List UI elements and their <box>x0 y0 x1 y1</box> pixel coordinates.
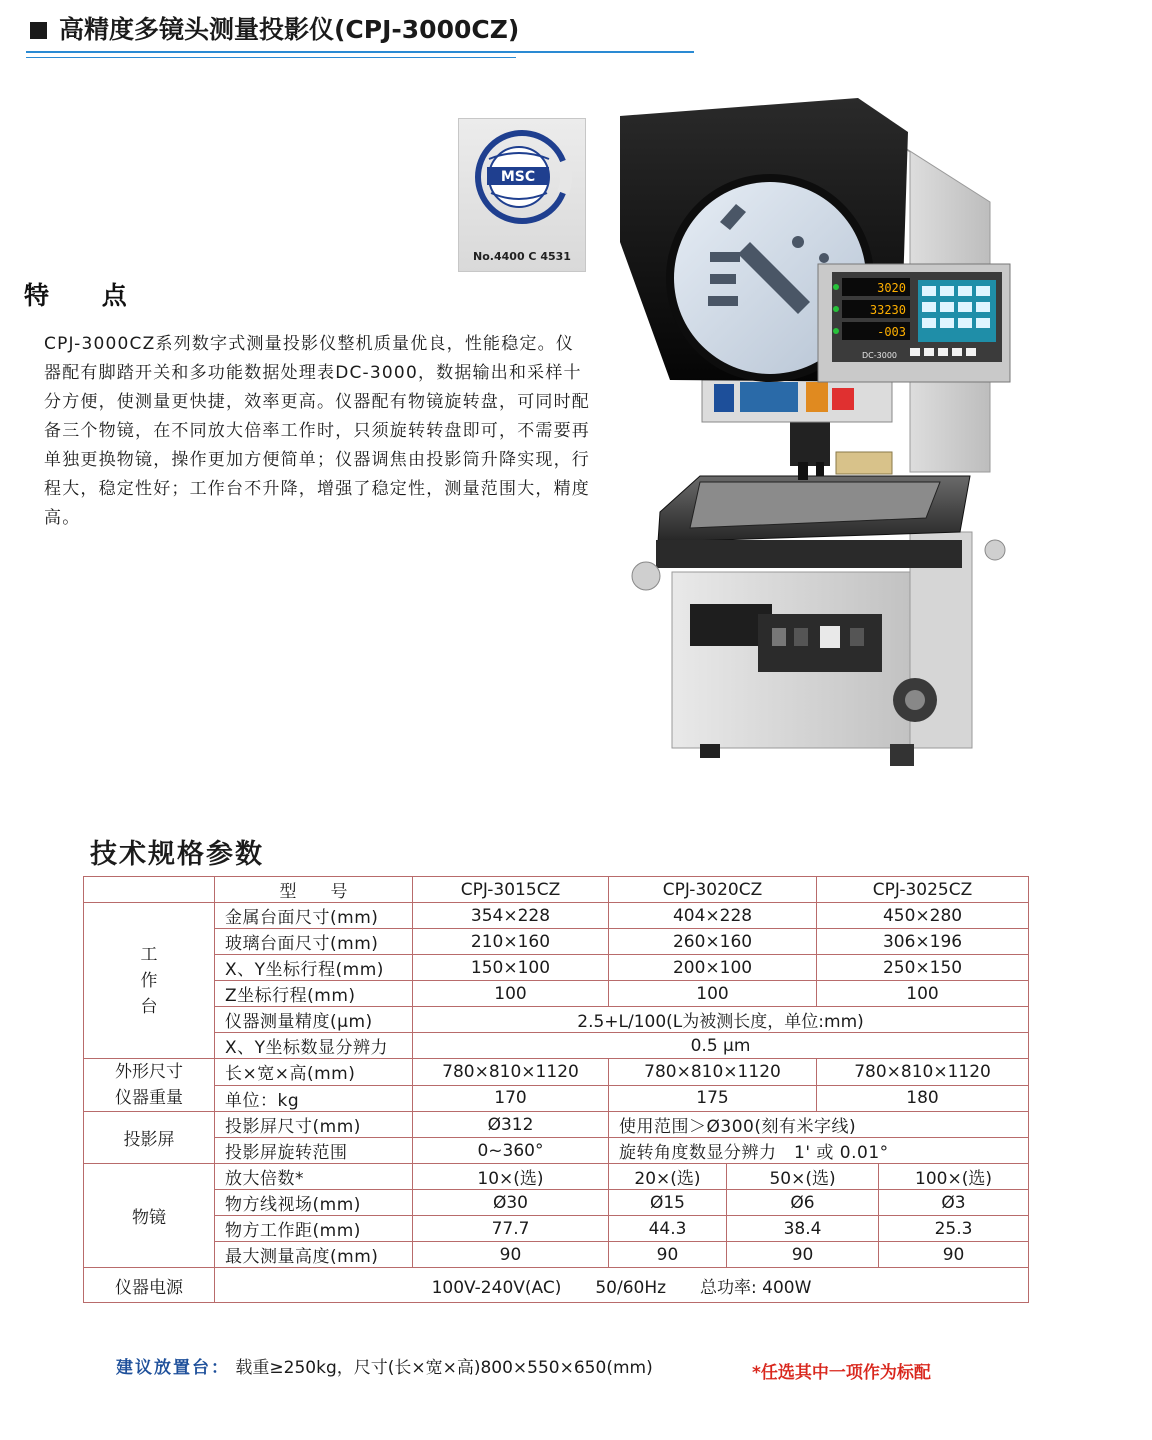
recommended-stand-text: 载重≥250kg，尺寸(长×宽×高)800×550×650(mm) <box>235 1358 653 1378</box>
table-row <box>84 1059 1029 1086</box>
table-cell: 44.3 <box>609 1216 727 1242</box>
power-value: 100V-240V(AC) 50/60Hz 总功率: 400W <box>215 1268 1029 1303</box>
table-cell: 354×228 <box>413 903 609 929</box>
metal-table-label: 金属台面尺寸(mm) <box>215 903 413 929</box>
table-cell: 780×810×1120 <box>609 1059 817 1086</box>
table-row <box>84 1268 1029 1303</box>
table-cell: Ø15 <box>609 1190 727 1216</box>
table-cell: Ø3 <box>879 1190 1029 1216</box>
table-cell: 780×810×1120 <box>413 1059 609 1086</box>
field-of-view-label: 物方线视场(mm) <box>215 1190 413 1216</box>
table-cell: 90 <box>609 1242 727 1268</box>
table-row <box>84 1138 1029 1164</box>
spec-heading: 技术规格参数 <box>90 839 264 870</box>
table-cell <box>84 877 215 903</box>
table-cell: 175 <box>609 1085 817 1112</box>
table-row <box>84 1007 1029 1033</box>
table-cell: 38.4 <box>727 1216 879 1242</box>
features-heading: 特 点 <box>24 281 149 310</box>
table-cell: Ø30 <box>413 1190 609 1216</box>
table-row <box>84 929 1029 955</box>
max-height-label: 最大测量高度(mm) <box>215 1242 413 1268</box>
table-row <box>84 903 1029 929</box>
screen-rotation-label: 投影屏旋转范围 <box>215 1138 413 1164</box>
table-row <box>84 1164 1029 1190</box>
screen-size-value: Ø312 <box>413 1112 609 1138</box>
dimension-label: 长×宽×高(mm) <box>215 1059 413 1086</box>
lens-group-label: 物镜 <box>84 1164 215 1268</box>
z-travel-label: Z坐标行程(mm) <box>215 981 413 1007</box>
certification-logo <box>458 118 586 272</box>
projector-machine-image <box>610 92 1030 792</box>
table-cell: 150×100 <box>413 955 609 981</box>
screen-rotation-value: 0~360° <box>413 1138 609 1164</box>
screen-group-label: 投影屏 <box>84 1112 215 1164</box>
xy-travel-label: X、Y坐标行程(mm) <box>215 955 413 981</box>
table-row <box>84 1216 1029 1242</box>
table-cell: 210×160 <box>413 929 609 955</box>
model-3: CPJ-3025CZ <box>817 877 1029 903</box>
accuracy-value: 2.5+L/100(L为被测长度，单位:mm) <box>413 1007 1029 1033</box>
worktable-group-label: 工 作 台 <box>84 903 215 1059</box>
table-cell: 306×196 <box>817 929 1029 955</box>
table-cell: 450×280 <box>817 903 1029 929</box>
spec-table <box>83 876 1029 1303</box>
table-cell: 200×100 <box>609 955 817 981</box>
accuracy-label: 仪器测量精度(μm) <box>215 1007 413 1033</box>
readout-z: -003 <box>877 325 906 339</box>
table-row <box>84 1190 1029 1216</box>
display-model-label: DC-3000 <box>862 351 897 360</box>
power-group-label: 仪器电源 <box>84 1268 215 1303</box>
msc-seal-icon <box>467 127 577 237</box>
square-bullet-icon <box>30 22 47 39</box>
screen-size-label: 投影屏尺寸(mm) <box>215 1112 413 1138</box>
table-cell: 50×(选) <box>727 1164 879 1190</box>
readout-y: 33230 <box>869 303 906 317</box>
weight-label: 单位：kg <box>215 1085 413 1112</box>
table-row <box>84 955 1029 981</box>
model-1: CPJ-3015CZ <box>413 877 609 903</box>
table-cell: 260×160 <box>609 929 817 955</box>
resolution-label: X、Y坐标数显分辨力 <box>215 1033 413 1059</box>
table-row <box>84 877 1029 903</box>
title-underline <box>26 51 694 53</box>
table-row <box>84 1242 1029 1268</box>
table-cell: 10×(选) <box>413 1164 609 1190</box>
table-cell: 25.3 <box>879 1216 1029 1242</box>
logo-letters: MSC <box>500 169 536 185</box>
table-cell: Ø6 <box>727 1190 879 1216</box>
table-row <box>84 981 1029 1007</box>
rotation-resolution-text: 旋转角度数显分辨力 1' 或 0.01° <box>609 1138 1029 1164</box>
table-cell: 170 <box>413 1085 609 1112</box>
table-row <box>84 1112 1029 1138</box>
table-cell: 90 <box>413 1242 609 1268</box>
table-cell: 780×810×1120 <box>817 1059 1029 1086</box>
magnification-label: 放大倍数* <box>215 1164 413 1190</box>
page-title <box>30 10 519 50</box>
table-cell: 250×150 <box>817 955 1029 981</box>
recommended-stand <box>116 1353 653 1378</box>
working-distance-label: 物方工作距(mm) <box>215 1216 413 1242</box>
model-2: CPJ-3020CZ <box>609 877 817 903</box>
table-cell: 100 <box>609 981 817 1007</box>
table-row <box>84 1085 1029 1112</box>
resolution-value: 0.5 μm <box>413 1033 1029 1059</box>
features-text: CPJ-3000CZ系列数字式测量投影仪整机质量优良，性能稳定。仪器配有脚踏开关和多功能数据处理表DC-3000，数据输出和采样十分方便，使测量更快捷，效率更高。仪器配有物镜旋转盘，可同时配备三个物镜，在不同放大倍率工作时，只须旋转转盘即可，不需要再单独更换物镜，操作更加方便简单；仪器调焦由投影筒升降实现，行程大，稳定性好；工作台不升降，增强了稳定性，测量范围大，精度高。 <box>44 334 590 528</box>
glass-table-label: 玻璃台面尺寸(mm) <box>215 929 413 955</box>
table-row <box>84 1033 1029 1059</box>
page-title-text: 高精度多镜头测量投影仪(CPJ-3000CZ) <box>59 15 520 44</box>
table-cell: 90 <box>879 1242 1029 1268</box>
table-cell: 90 <box>727 1242 879 1268</box>
recommended-stand-label: 建议放置台： <box>116 1358 230 1378</box>
footnote: *任选其中一项作为标配 <box>752 1363 931 1383</box>
model-label: 型 号 <box>215 877 413 903</box>
table-cell: 404×228 <box>609 903 817 929</box>
readout-x: 3020 <box>877 281 906 295</box>
table-cell: 100 <box>413 981 609 1007</box>
title-underline-secondary <box>26 57 516 58</box>
logo-code: No.4400 C 4531 <box>473 250 571 263</box>
screen-range-text: 使用范围＞Ø300(刻有米字线) <box>609 1112 1029 1138</box>
table-cell: 77.7 <box>413 1216 609 1242</box>
table-cell: 100 <box>817 981 1029 1007</box>
table-cell: 100×(选) <box>879 1164 1029 1190</box>
table-cell: 20×(选) <box>609 1164 727 1190</box>
table-cell: 180 <box>817 1085 1029 1112</box>
dims-group-label: 外形尺寸 仪器重量 <box>84 1059 215 1112</box>
